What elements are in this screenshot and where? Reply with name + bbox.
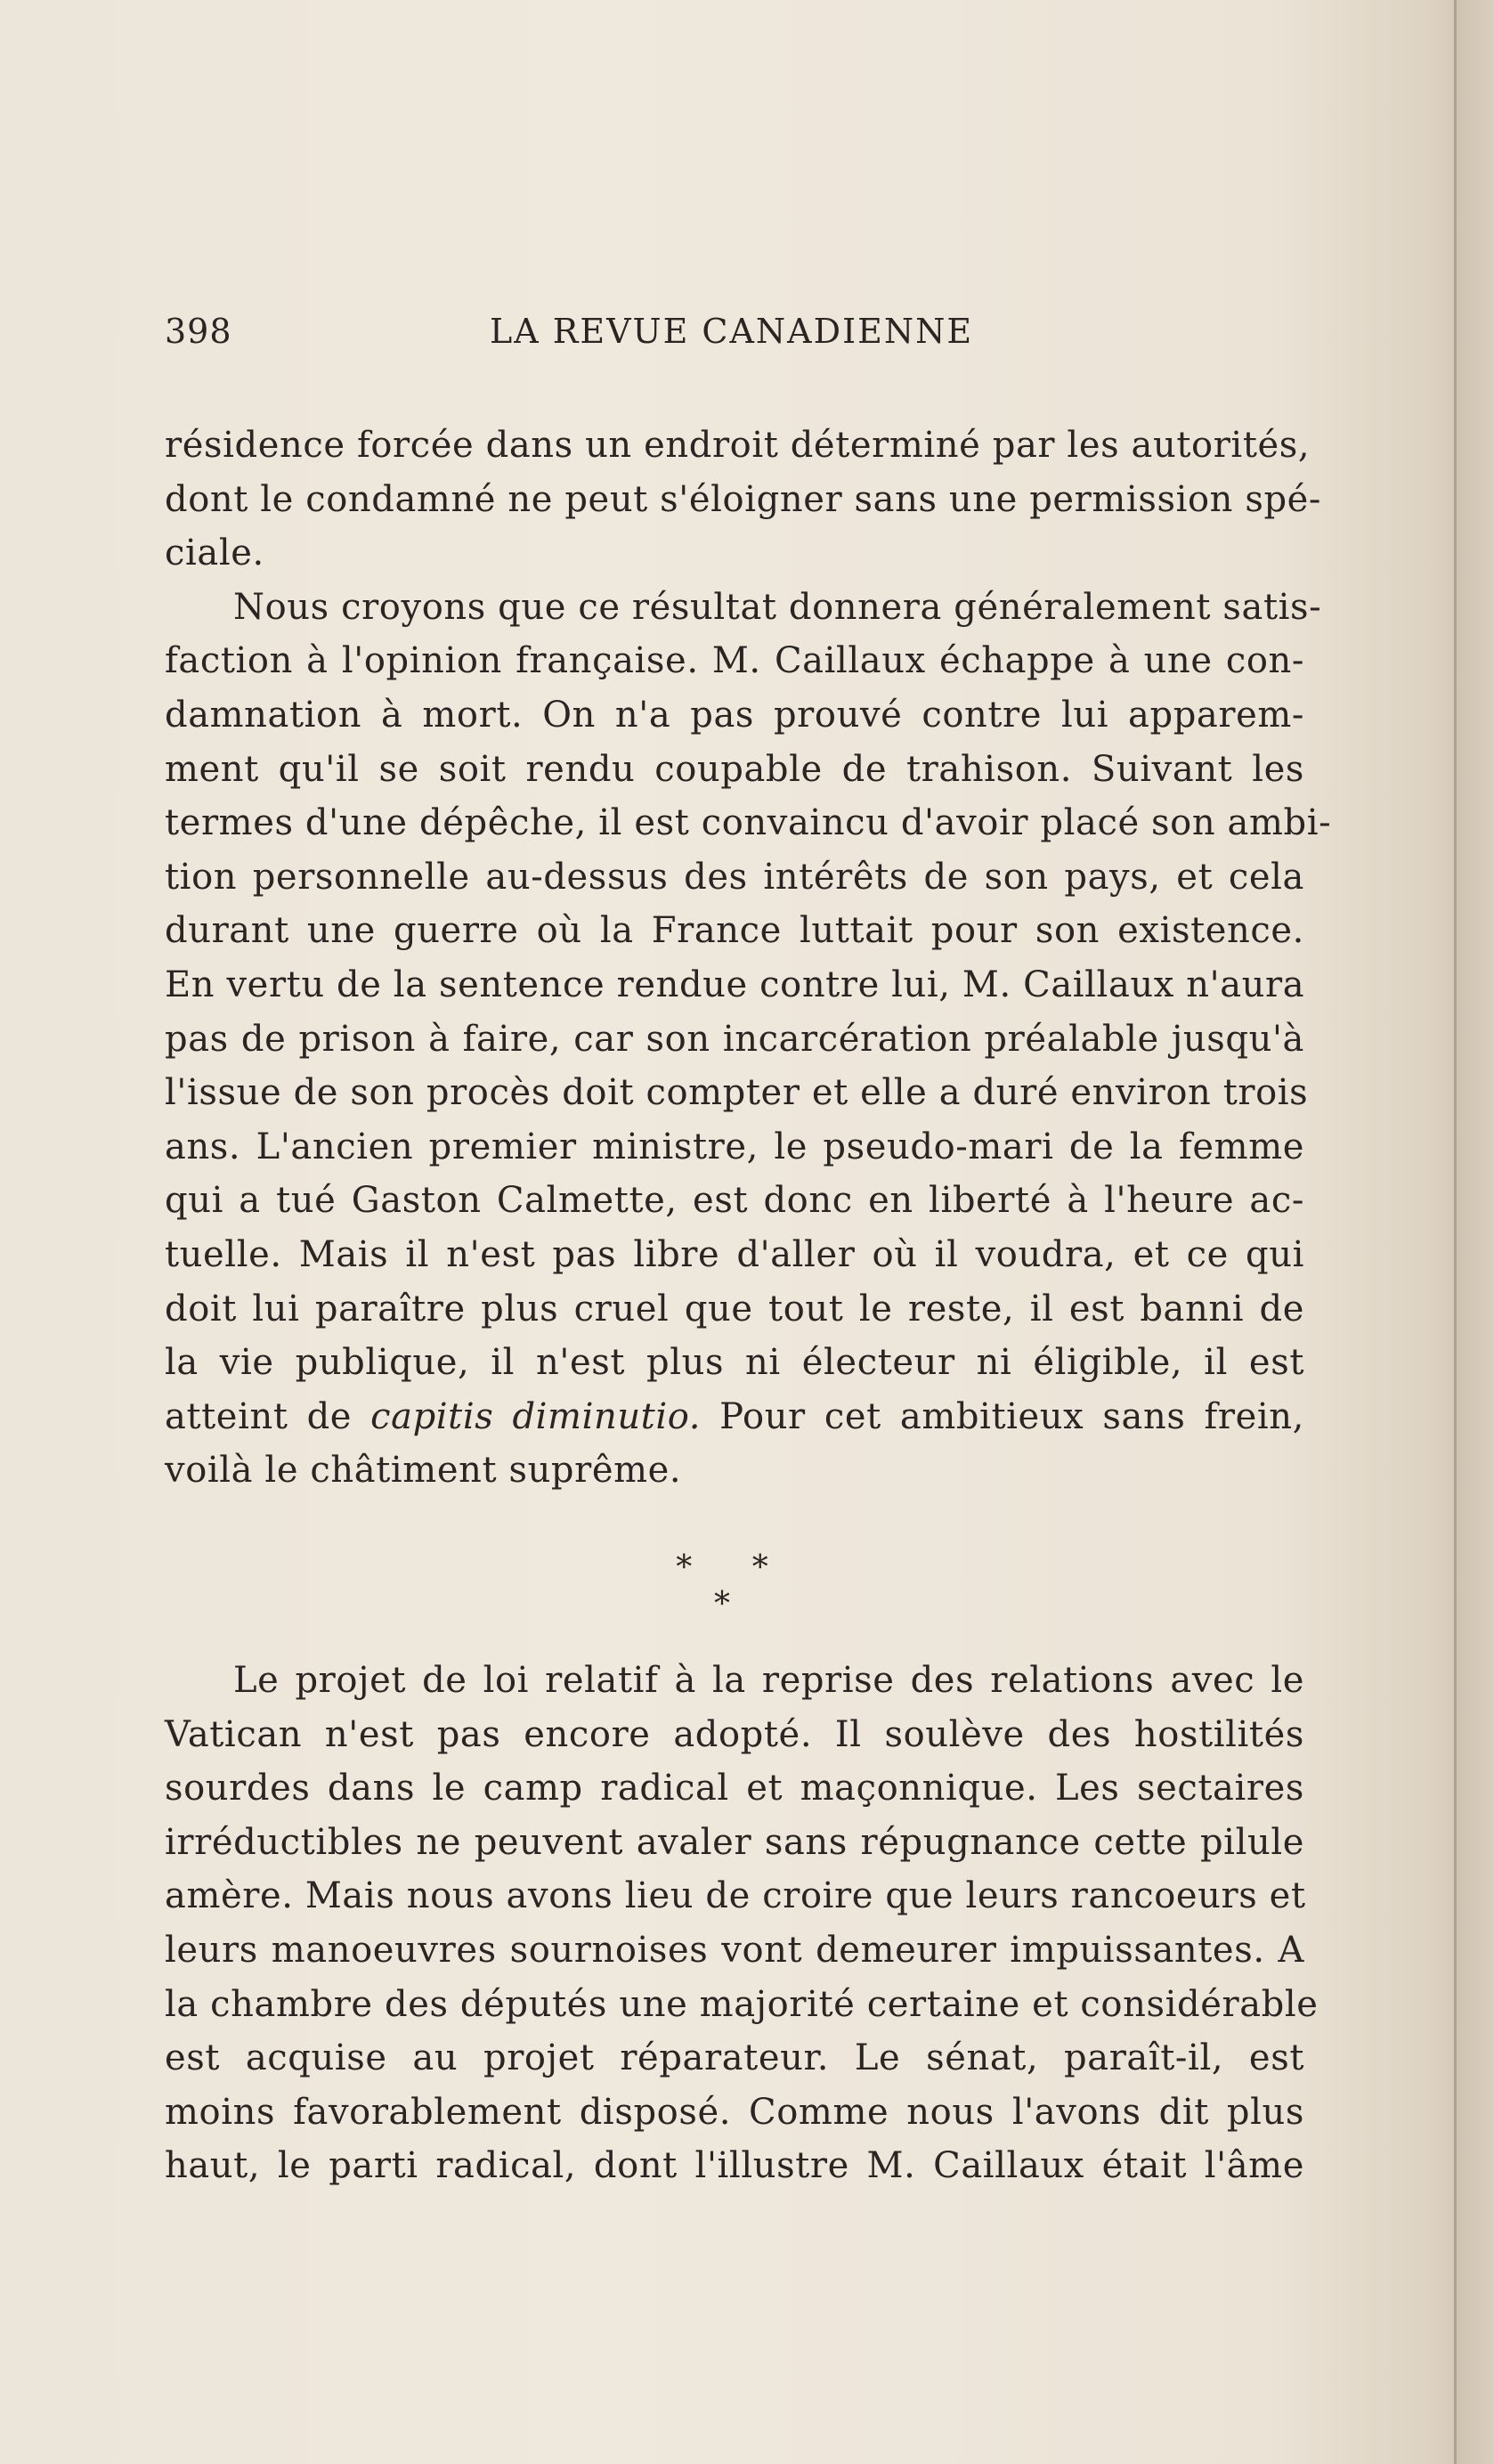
page-gutter-line [1454, 0, 1457, 2464]
text-line: faction à l'opinion française. M. Caillaux échappe à une con- [165, 640, 1304, 682]
italic-phrase: capitis diminutio. [370, 1395, 702, 1437]
text-line: tion personnelle au-dessus des intérêts de son pays, et cela [165, 856, 1304, 898]
text-line: est acquise au projet réparateur. Le sénat, paraît-il, est [165, 2037, 1304, 2079]
text-run: atteint de [165, 1395, 371, 1437]
text-line: tuelle. Mais il n'est pas libre d'aller où il voudra, et ce qui [165, 1233, 1304, 1275]
body-text-upper [165, 419, 1332, 1498]
text-line: voilà le châtiment suprême. [165, 1450, 682, 1492]
text-line: l'issue de son procès doit compter et elle a duré environ trois [165, 1072, 1309, 1114]
journal-title: LA REVUE CANADIENNE [490, 312, 974, 351]
text-line: irréductibles ne peuvent avaler sans répugnance cette pilule [165, 1821, 1304, 1863]
text-line: doit lui paraître plus cruel que tout le reste, il est banni de [165, 1288, 1304, 1330]
text-line: ciale. [165, 533, 264, 574]
text-run: Pour cet ambitieux sans frein, [701, 1395, 1304, 1437]
page-number: 398 [165, 312, 232, 351]
text-line: qui a tué Gaston Calmette, est donc en liberté à l'heure ac- [165, 1180, 1304, 1222]
text-line: résidence forcée dans un endroit déterminé par les autorités, [165, 425, 1311, 466]
section-separator-asterism: * * * [676, 1549, 793, 1622]
text-line: leurs manoeuvres sournoises vont demeurer impuissantes. A [165, 1929, 1304, 1971]
running-head [165, 312, 993, 356]
text-line: ans. L'ancien premier ministre, le pseudo-mari de la femme [165, 1126, 1304, 1167]
text-line: dont le condamné ne peut s'éloigner sans une permission spé- [165, 478, 1322, 520]
text-line: damnation à mort. On n'a pas prouvé contre lui apparem- [165, 694, 1304, 736]
text-line: Vatican n'est pas encore adopté. Il soulève des hostilités [165, 1713, 1304, 1755]
text-line: moins favorablement disposé. Comme nous l'avons dit plus [165, 2091, 1304, 2133]
text-line: Nous croyons que ce résultat donnera généralement satis- [233, 586, 1322, 628]
text-line: amère. Mais nous avons lieu de croire que leurs rancoeurs et [165, 1875, 1306, 1917]
text-line: termes d'une dépêche, il est convaincu d'avoir placé son ambi- [165, 802, 1332, 844]
text-line: sourdes dans le camp radical et maçonnique. Les sectaires [165, 1768, 1304, 1809]
text-line: pas de prison à faire, car son incarcération préalable jusqu'à [165, 1018, 1304, 1060]
text-line: ment qu'il se soit rendu coupable de trahison. Suivant les [165, 748, 1304, 790]
text-line-with-italic [165, 1390, 1304, 1444]
text-line: la chambre des députés une majorité certaine et considérable [165, 1983, 1319, 2025]
body-text-lower [165, 1654, 1319, 2193]
text-line: haut, le parti radical, dont l'illustre M. Caillaux était l'âme [165, 2145, 1304, 2187]
text-line: Le projet de loi relatif à la reprise des relations avec le [233, 1660, 1304, 1701]
text-line: durant une guerre où la France luttait pour son existence. [165, 910, 1304, 952]
text-line: En vertu de la sentence rendue contre lui, M. Caillaux n'aura [165, 964, 1305, 1005]
text-line: la vie publique, il n'est plus ni électeur ni éligible, il est [165, 1342, 1304, 1384]
page-edge-shadow [1457, 0, 1494, 2464]
